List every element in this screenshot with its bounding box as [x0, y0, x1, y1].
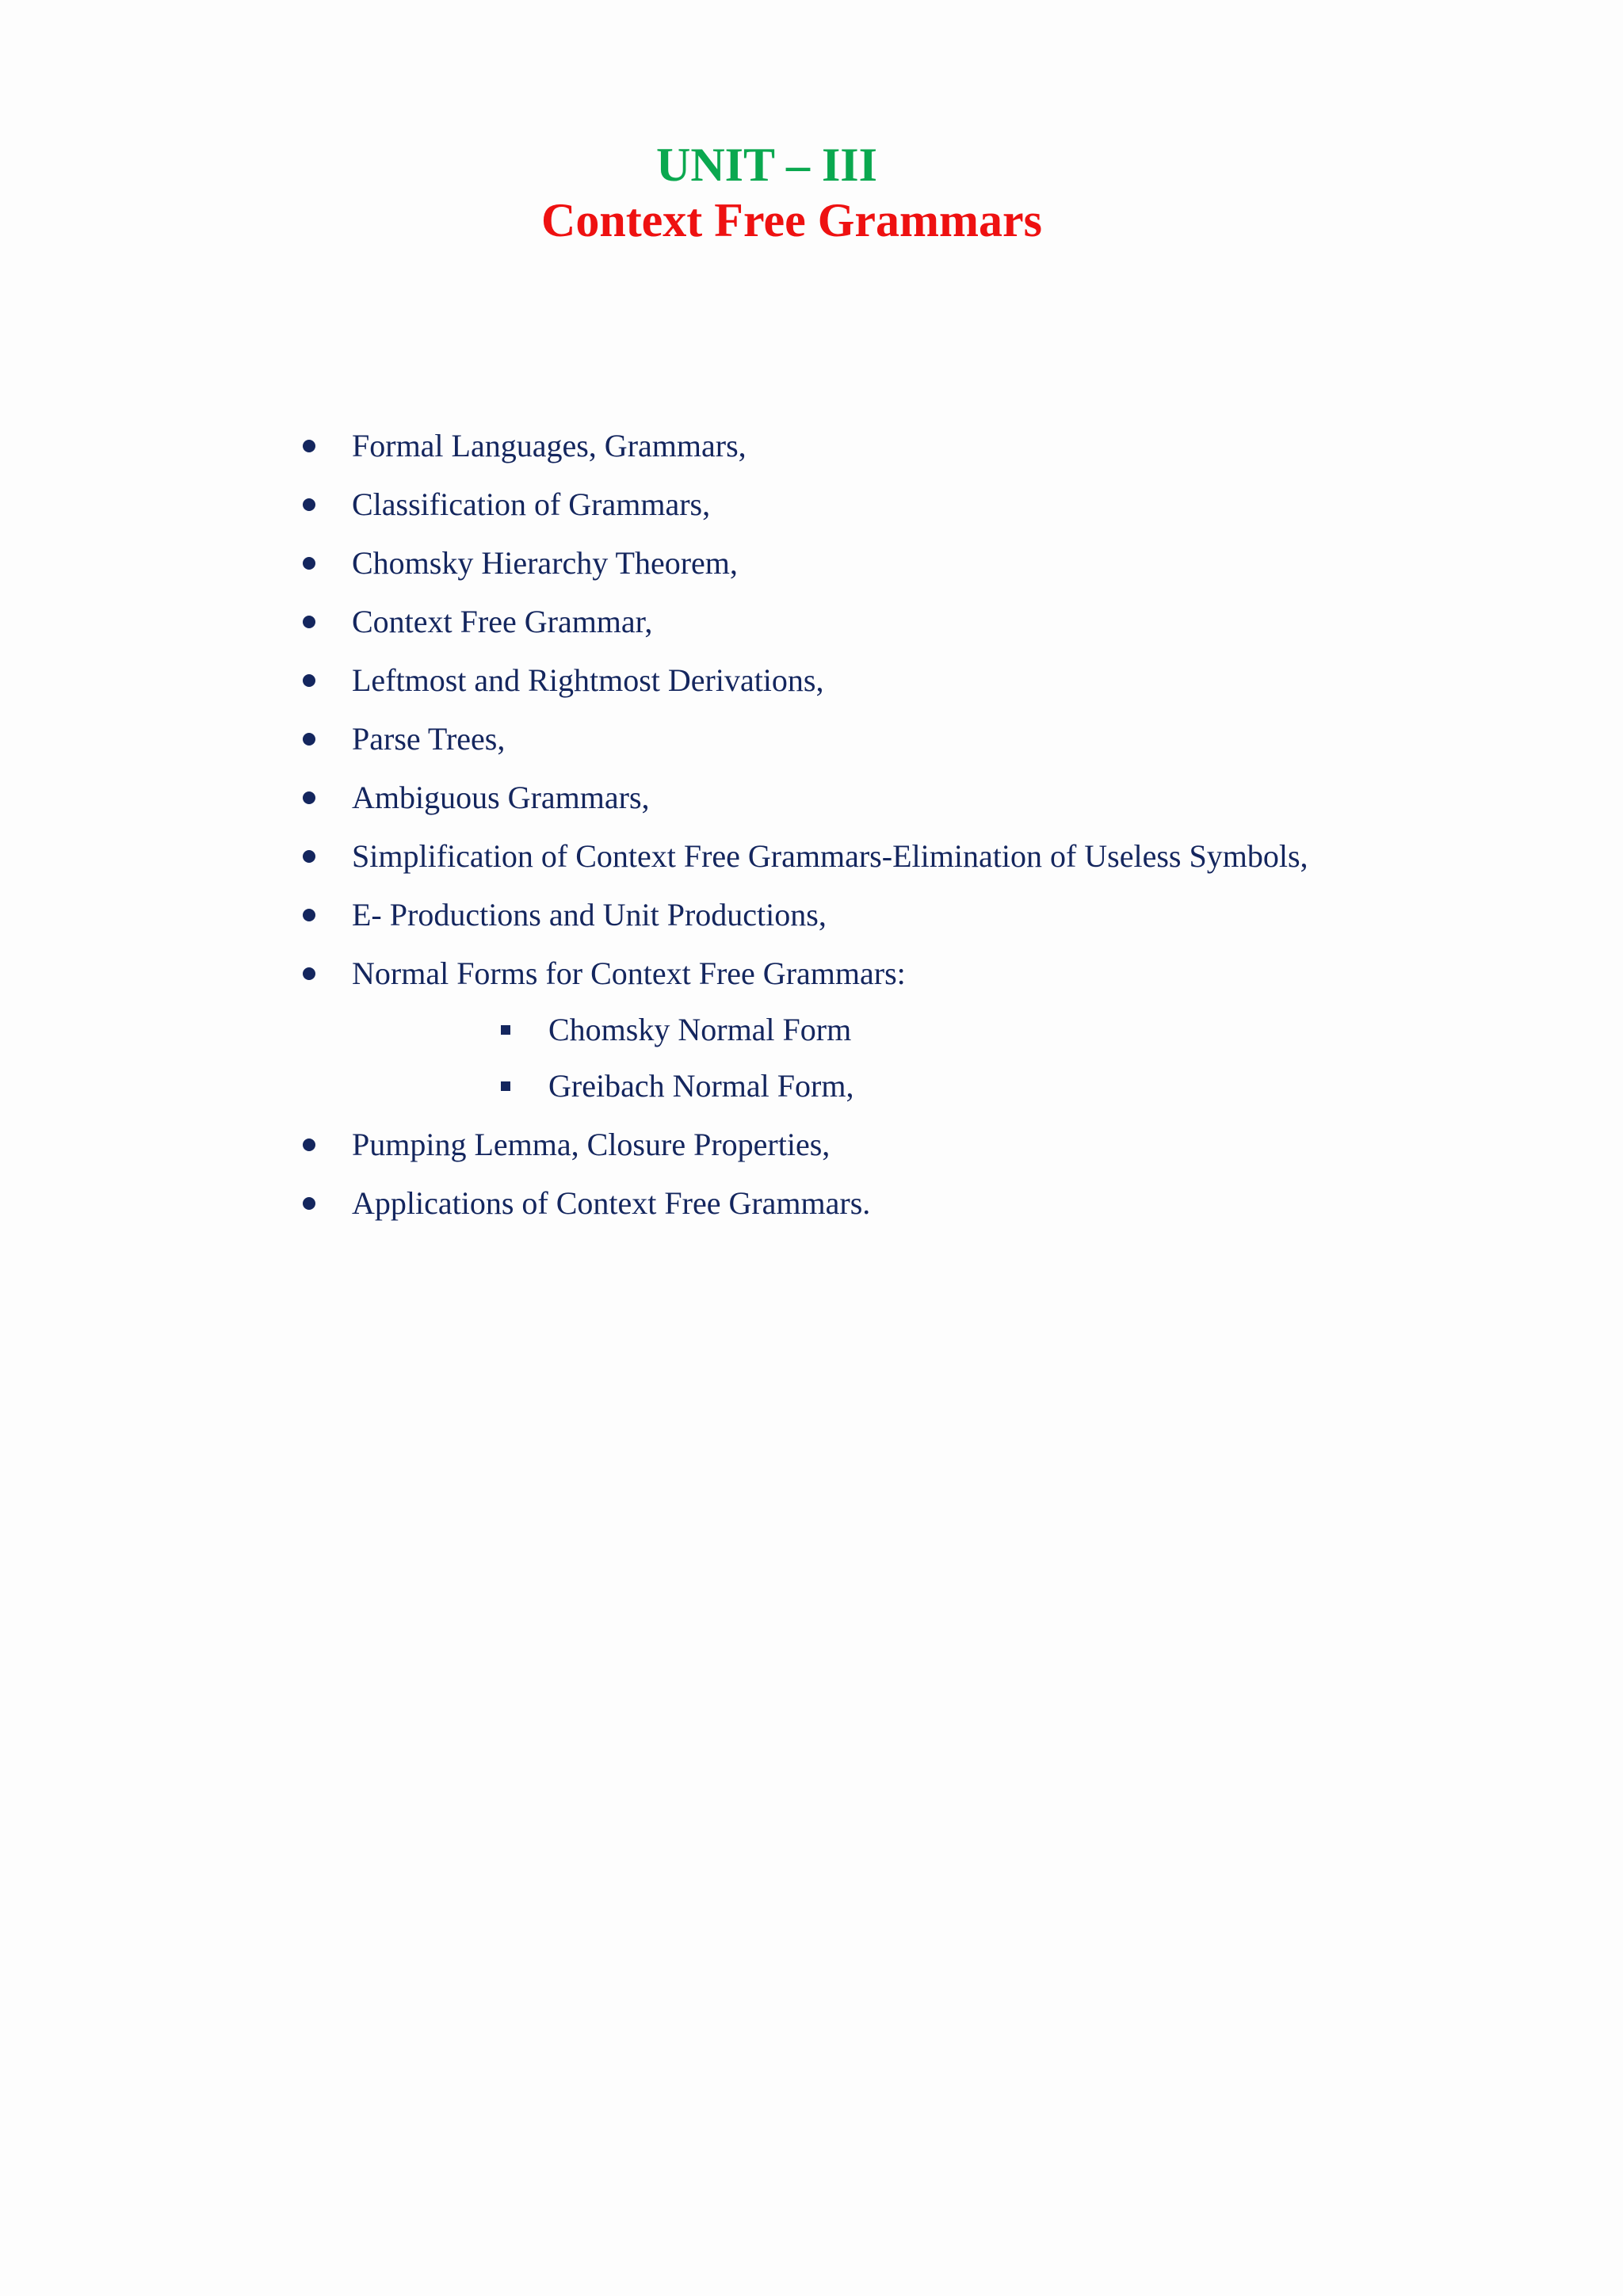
bullet-icon	[303, 1138, 315, 1151]
subtopic-text: Chomsky Normal Form	[548, 1012, 852, 1047]
bullet-icon	[303, 498, 315, 511]
topic-text: Pumping Lemma, Closure Properties,	[352, 1127, 831, 1162]
bullet-icon	[303, 674, 315, 687]
topic-text: Applications of Context Free Grammars.	[352, 1185, 871, 1221]
bullet-icon	[303, 909, 315, 921]
bullet-icon	[303, 967, 315, 980]
topic-item	[0, 774, 1623, 822]
subtopic-text: Greibach Normal Form,	[548, 1068, 854, 1104]
topic-item	[0, 833, 1623, 880]
topic-item	[0, 598, 1623, 646]
bullet-icon	[303, 733, 315, 746]
topic-item	[0, 1180, 1623, 1227]
topic-item	[0, 950, 1623, 997]
topic-item	[0, 540, 1623, 587]
bullet-icon	[303, 440, 315, 452]
topic-text: Normal Forms for Context Free Grammars:	[352, 955, 906, 991]
bullet-icon	[303, 557, 315, 570]
topic-item	[0, 422, 1623, 470]
unit-heading: UNIT – III	[656, 139, 877, 191]
topic-text: Context Free Grammar,	[352, 604, 653, 639]
topic-item	[0, 1121, 1623, 1169]
topic-item	[0, 891, 1623, 939]
page-title: Context Free Grammars	[541, 194, 1042, 246]
topic-text: E- Productions and Unit Productions,	[352, 897, 827, 933]
bullet-icon	[303, 850, 315, 863]
topic-item	[0, 481, 1623, 528]
square-bullet-icon	[501, 1081, 510, 1091]
topic-text: Ambiguous Grammars,	[352, 780, 650, 815]
bullet-icon	[303, 616, 315, 628]
topic-text: Simplification of Context Free Grammars-Elimination of Useless Symbols,	[352, 838, 1308, 874]
topic-text: Formal Languages, Grammars,	[352, 428, 747, 463]
bullet-icon	[303, 791, 315, 804]
subtopic-item	[0, 1006, 1623, 1054]
topic-text: Leftmost and Rightmost Derivations,	[352, 662, 824, 698]
square-bullet-icon	[501, 1025, 510, 1035]
topic-text: Classification of Grammars,	[352, 486, 711, 522]
topic-item	[0, 715, 1623, 763]
subtopic-item	[0, 1062, 1623, 1110]
bullet-icon	[303, 1197, 315, 1210]
topic-item	[0, 657, 1623, 704]
topic-text: Parse Trees,	[352, 721, 506, 757]
topic-text: Chomsky Hierarchy Theorem,	[352, 545, 738, 581]
